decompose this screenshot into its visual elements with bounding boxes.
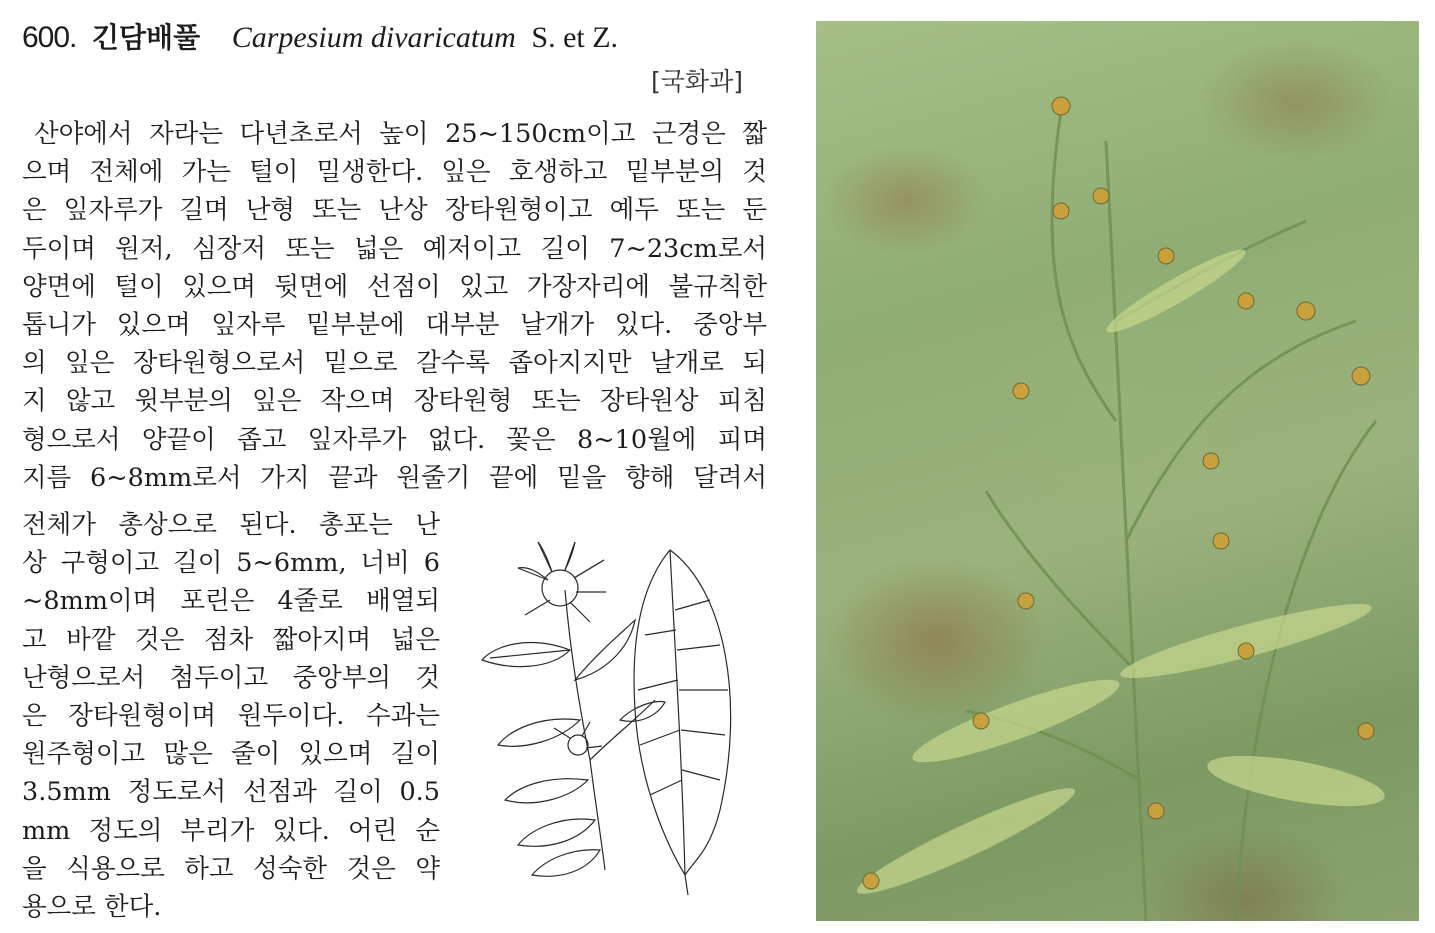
text-line: 3.5mm 정도로서 선점과 길이 0.5 [22,777,440,808]
text-line: 원주형이고 많은 줄이 있으며 길이 [22,739,440,770]
plant-photo-graphic [816,21,1419,921]
text-line: 의 잎은 장타원형으로서 밑으로 갈수록 좁아지지만 날개로 되 [22,348,767,379]
text-line: 두이며 원저, 심장저 또는 넓은 예저이고 길이 7~23cm로서 [22,233,767,264]
text-line: 을 식용으로 하고 성숙한 것은 약 [22,853,440,884]
text-line: 으며 전체에 가는 털이 밀생한다. 잎은 호생하고 밑부분의 것 [22,157,767,188]
description-paragraph [22,115,767,497]
text-line: 산야에서 자라는 다년초로서 높이 25~150cm이고 근경은 짧 [34,119,767,149]
text-line: 전체가 총상으로 된다. 총포는 난 [22,510,440,540]
author-citation: S. et Z. [531,21,619,54]
text-line: 은 장타원형이며 원두이다. 수과는 [22,701,440,732]
text-line: 형으로서 양끝이 좁고 잎자루가 없다. 꽃은 8~10월에 피며 [22,424,767,455]
text-line: 지 않고 윗부분의 잎은 작으며 장타원형 또는 장타원상 피침 [22,386,767,417]
entry-number: 600. [22,21,77,54]
korean-name: 긴담배풀 [91,21,201,54]
text-line: 상 구형이고 길이 5~6mm, 너비 6 [22,548,440,579]
text-line: 은 잎자루가 길며 난형 또는 난상 장타원형이고 예두 또는 둔 [22,195,767,226]
text-line: 고 바깥 것은 점차 짧아지며 넓은 [22,624,440,655]
family-name: [국화과] [651,67,743,96]
text-line: 지름 6~8mm로서 가지 끝과 원줄기 끝에 밑을 향해 달려서 [22,462,767,493]
scientific-name: Carpesium divaricatum [231,21,516,54]
text-line: 양면에 털이 있으며 뒷면에 선점이 있고 가장자리에 불규칙한 [22,271,767,302]
text-line: 용으로 한다. [22,892,162,923]
description-continuation [22,506,440,926]
text-line: 톱니가 있으며 잎자루 밑부분에 대부분 날개가 있다. 중앙부 [22,310,767,341]
text-line: mm 정도의 부리가 있다. 어린 순 [22,815,440,846]
text-line: 난형으로서 첨두이고 중앙부의 것 [22,662,440,693]
plant-photo [816,21,1419,921]
entry-title [22,18,792,58]
text-line: ~8mm이며 포린은 4줄로 배열되 [22,586,440,617]
botanical-illustration [470,530,760,900]
